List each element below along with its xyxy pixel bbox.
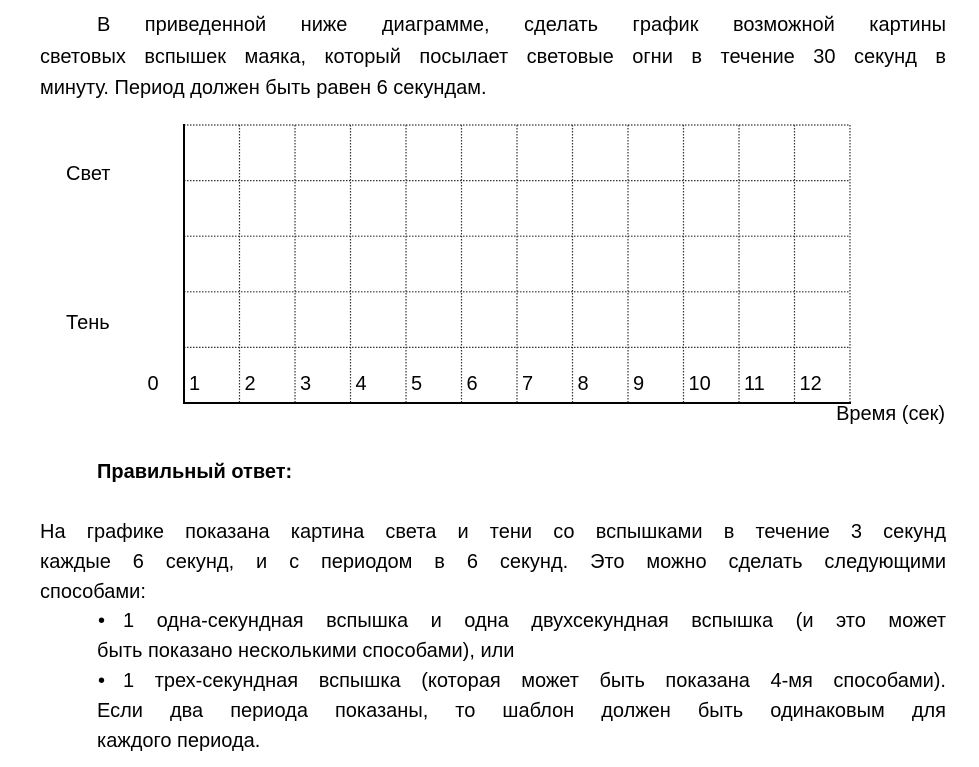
x-tick-label: 6 <box>466 373 478 395</box>
x-tick-label: 10 <box>688 373 711 395</box>
answer-heading: Правильный ответ: <box>97 461 293 483</box>
bullet-2-line-2: Если два периода показаны, то шаблон должен быть одинаковым для <box>97 700 946 722</box>
x-tick-label: 11 <box>744 373 765 395</box>
task-line-2: световых вспышек маяка, который посылает световые огни в течение 30 секунд в <box>40 46 946 68</box>
y-label-shadow: Тень <box>66 312 110 334</box>
x-tick-label: 1 <box>189 373 201 395</box>
x-tick-label: 4 <box>355 373 367 395</box>
answer-line-3: способами: <box>40 581 146 603</box>
x-tick-label: 3 <box>300 373 312 395</box>
bullet-dot: • <box>98 610 106 632</box>
task-line-3: минуту. Период должен быть равен 6 секундам. <box>40 77 487 99</box>
x-tick-label: 5 <box>411 373 423 395</box>
x-tick-labels <box>189 373 822 395</box>
x-tick-label: 9 <box>633 373 645 395</box>
x-origin-label: 0 <box>147 373 159 395</box>
grid-lines <box>184 125 850 403</box>
answer-line-1: На графике показана картина света и тени со вспышками в течение 3 секунд <box>40 521 946 543</box>
task-line-1: В приведенной ниже диаграмме, сделать график возможной картины <box>97 14 946 36</box>
bullet-1-line-2: быть показано несколькими способами), или <box>97 640 515 662</box>
answer-line-2: каждые 6 секунд, и с периодом в 6 секунд. Это можно сделать следующими <box>40 551 946 573</box>
x-tick-label: 2 <box>244 373 256 395</box>
x-tick-label: 8 <box>577 373 589 395</box>
bullet-1-line-1: 1 одна-секундная вспышка и одна двухсекундная вспышка (и это может <box>123 610 946 632</box>
x-axis-label: Время (сек) <box>836 403 945 425</box>
bullet-dot: • <box>98 670 106 692</box>
x-tick-label: 7 <box>522 373 534 395</box>
y-label-light: Свет <box>66 163 111 185</box>
x-tick-label: 12 <box>799 373 822 395</box>
bullet-2-line-1: 1 трех-секундная вспышка (которая может быть показана 4-мя способами). <box>123 670 946 692</box>
bullet-2-line-3: каждого периода. <box>97 730 261 752</box>
